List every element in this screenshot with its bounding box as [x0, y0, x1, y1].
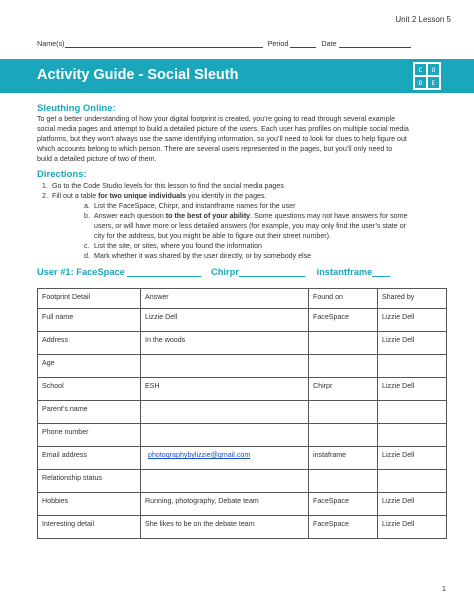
logo-letter: C: [415, 64, 426, 75]
footprint-detail-cell: Parent’s name: [38, 401, 141, 424]
column-header: Shared by: [378, 289, 447, 309]
table-row: [38, 309, 447, 332]
answer-cell[interactable]: In the woods: [141, 332, 309, 355]
column-header: Answer: [141, 289, 309, 309]
paragraph-line: build a detailed picture of two of them.: [37, 155, 157, 164]
answer-cell[interactable]: [141, 470, 309, 493]
found-on-cell[interactable]: FaceSpace: [309, 516, 378, 539]
table-row: [38, 493, 447, 516]
shared-by-cell[interactable]: Lizzie Dell: [378, 332, 447, 355]
table-row: [38, 516, 447, 539]
direction-text: you identify in the pages.: [186, 192, 267, 200]
paragraph-line: which accounts belong to which person. There are several users represented in the pages, but you’ll only need to: [37, 145, 393, 154]
direction-text: Go to the Code Studio levels for this lesson to find the social media pages: [52, 182, 284, 190]
direction-subitem: [84, 211, 408, 221]
shared-by-cell[interactable]: Lizzie Dell: [378, 309, 447, 332]
name-period-date-line: [37, 39, 411, 48]
list-marker: a.: [84, 202, 90, 210]
direction-subitem: [84, 251, 312, 261]
user-identity-line: [37, 267, 390, 277]
found-on-cell[interactable]: [309, 401, 378, 424]
instantframe-name-blank[interactable]: [372, 267, 390, 277]
answer-cell[interactable]: ESH: [141, 378, 309, 401]
date-blank[interactable]: [339, 40, 411, 48]
name-label: Name(s): [37, 39, 65, 48]
paragraph-line: To get a better understanding of how your digital footprint is created, you’re going to read through several example: [37, 115, 396, 123]
period-blank[interactable]: [290, 40, 316, 48]
column-header: Footprint Detail: [38, 289, 141, 309]
unit-lesson-label: Unit 2 Lesson 5: [395, 15, 451, 24]
direction-subitem: [84, 241, 262, 251]
direction-bold: for two unique individuals: [98, 192, 187, 200]
table-row: [38, 447, 447, 470]
footprint-detail-cell: Relationship status: [38, 470, 141, 493]
footprint-detail-cell: School: [38, 378, 141, 401]
direction-text: city for the address, but you might be able to figure out their street number).: [94, 232, 331, 240]
direction-continuation: [94, 221, 406, 231]
email-link[interactable]: photographybylizzie@gmail.com: [148, 451, 251, 459]
facespace-name-blank[interactable]: [127, 267, 201, 277]
found-on-cell[interactable]: instaframe: [309, 447, 378, 470]
chirpr-label: Chirpr: [211, 267, 239, 277]
title-banner: [0, 59, 474, 93]
chirpr-name-blank[interactable]: [239, 267, 305, 277]
found-on-cell[interactable]: FaceSpace: [309, 309, 378, 332]
shared-by-cell[interactable]: Lizzie Dell: [378, 378, 447, 401]
footprint-detail-cell: Interesting detail: [38, 516, 141, 539]
table-row: [38, 424, 447, 447]
instantframe-label: instantframe: [316, 267, 373, 277]
footprint-detail-cell: Email address: [38, 447, 141, 470]
table-header-row: [38, 289, 447, 309]
footprint-detail-cell: Hobbies: [38, 493, 141, 516]
list-marker: 1.: [42, 182, 48, 190]
table-row: [38, 401, 447, 424]
shared-by-cell[interactable]: Lizzie Dell: [378, 516, 447, 539]
direction-text: List the site, or sites, where you found the information: [94, 242, 262, 250]
answer-cell[interactable]: [141, 424, 309, 447]
paragraph-line: platforms, but they won’t always use the same identifying information, so you’ll need to look for clues to help figure out: [37, 135, 407, 144]
date-label: Date: [321, 39, 337, 48]
period-label: Period: [267, 39, 289, 48]
code-logo: [413, 62, 441, 90]
answer-cell[interactable]: [141, 355, 309, 378]
shared-by-cell[interactable]: [378, 424, 447, 447]
answer-cell[interactable]: [141, 401, 309, 424]
found-on-cell[interactable]: [309, 424, 378, 447]
footprint-detail-cell: Address: [38, 332, 141, 355]
table-row: [38, 470, 447, 493]
direction-text: users, or will have more or less detailed answers (for example, you may only find the user’s state or: [94, 222, 407, 230]
footprint-detail-cell: Phone number: [38, 424, 141, 447]
direction-subitem: [84, 201, 296, 211]
logo-letter: E: [428, 77, 439, 88]
column-header: Found on: [309, 289, 378, 309]
shared-by-cell[interactable]: [378, 355, 447, 378]
list-marker: d.: [84, 252, 90, 260]
footprint-detail-cell: Full name: [38, 309, 141, 332]
table-row: [38, 355, 447, 378]
list-marker: 2.: [42, 192, 48, 200]
found-on-cell[interactable]: [309, 355, 378, 378]
sleuthing-paragraph: [37, 114, 447, 164]
direction-text: List the FaceSpace, Chirpr, and instantframe names for the user: [94, 202, 296, 210]
shared-by-cell[interactable]: Lizzie Dell: [378, 447, 447, 470]
shared-by-cell[interactable]: [378, 470, 447, 493]
name-blank[interactable]: [65, 40, 263, 48]
page-title: Activity Guide - Social Sleuth: [37, 67, 239, 83]
answer-cell[interactable]: Running, photography, Debate team: [141, 493, 309, 516]
footprint-table: [37, 288, 447, 539]
shared-by-cell[interactable]: [378, 401, 447, 424]
direction-bold: to the best of your ability: [165, 212, 251, 220]
list-marker: c.: [84, 242, 90, 250]
list-marker: b.: [84, 212, 90, 220]
sleuthing-heading: Sleuthing Online:: [37, 103, 116, 114]
answer-cell[interactable]: [141, 447, 309, 470]
table-row: [38, 332, 447, 355]
found-on-cell[interactable]: [309, 470, 378, 493]
found-on-cell[interactable]: Chirpr: [309, 378, 378, 401]
table-row: [38, 378, 447, 401]
direction-text: Mark whether it was shared by the user directly, or by somebody else: [94, 252, 312, 260]
footprint-detail-cell: Age: [38, 355, 141, 378]
logo-letter: D: [415, 77, 426, 88]
answer-cell[interactable]: She likes to be on the debate team: [141, 516, 309, 539]
direction-continuation: [94, 231, 331, 241]
answer-cell[interactable]: Lizzie Dell: [141, 309, 309, 332]
found-on-cell[interactable]: FaceSpace: [309, 493, 378, 516]
paragraph-line: social media pages and attempt to build a detailed picture of the users. Each user has profiles on multiple social media: [37, 125, 409, 134]
direction-item: [42, 181, 284, 191]
logo-letter: O: [428, 64, 439, 75]
found-on-cell[interactable]: [309, 332, 378, 355]
direction-text: Answer each question: [94, 212, 166, 220]
user-facespace-label: User #1: FaceSpace: [37, 267, 125, 277]
direction-item: [42, 191, 267, 201]
direction-text: . Some questions may not have answers for some: [250, 212, 408, 220]
page-number: 1: [441, 584, 446, 593]
shared-by-cell[interactable]: Lizzie Dell: [378, 493, 447, 516]
direction-text: Fill out a table: [52, 192, 99, 200]
directions-heading: Directions:: [37, 169, 87, 180]
